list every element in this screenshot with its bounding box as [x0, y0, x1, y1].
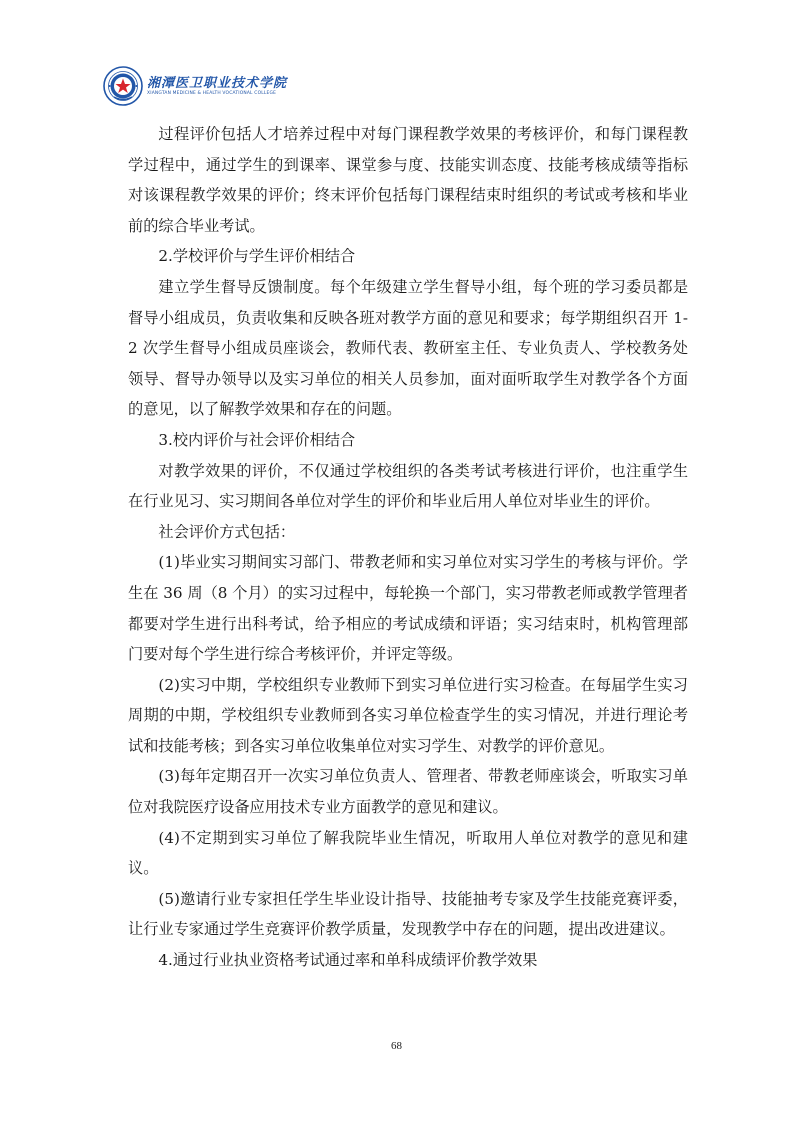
paragraph-student-supervision: 建立学生督导反馈制度。每个年级建立学生督导小组，每个班的学习委员都是督导小组成员，负责收集和反映各班对教学方面的意见和要求；每学期组织召开 1-2 次学生督导小组成员座谈会，教师代表、教研室主任、专业负责人、学校教务处领导、督导办领导以及实习单位的相关人员参加，面对面听取学生对教学各个方面的意见，以了解教学效果和存在的问题。 [128, 277, 688, 419]
paragraph-process-evaluation: 过程评价包括人才培养过程中对每门课程教学效果的考核评价，和每门课程教学过程中，通过学生的到课率、课堂参与度、技能实训态度、技能考核成绩等指标对该课程教学效果的评价；终末评价包括每门课程结束时组织的考试或考核和毕业前的综合毕业考试。 [128, 125, 688, 235]
college-logo-text [147, 76, 287, 97]
document-body [128, 119, 688, 976]
list-item-1: (1)毕业实习期间实习部门、带教老师和实习单位对实习学生的考核与评价。学生在 36 周（8 个月）的实习过程中，每轮换一个部门，实习带教老师或教学管理者都要对学生进行出科考试，给予相应的考试成绩和评语；实习结束时，机构管理部门要对每个学生进行综合考核评价，并评定等级。 [128, 553, 688, 664]
paragraph-teaching-effect-evaluation: 对教学效果的评价，不仅通过学校组织的各类考试考核进行评价，也注重学生在行业见习、实习期间各单位对学生的评价和毕业后用人单位对毕业生的评价。 [128, 461, 688, 511]
list-item-4: (4)不定期到实习单位了解我院毕业生情况，听取用人单位对教学的意见和建议。 [128, 828, 688, 878]
list-item-5: (5)邀请行业专家担任学生毕业设计指导、技能抽考专家及学生技能竞赛评委，让行业专家通过学生竞赛评价教学质量，发现教学中存在的问题，提出改进建议。 [128, 889, 688, 939]
list-item-2: (2)实习中期，学校组织专业教师下到实习单位进行实习检查。在每届学生实习周期的中期，学校组织专业教师到各实习单位检查学生的实习情况，并进行理论考试和技能考核；到各实习单位收集单位对实习学生、对教学的评价意见。 [128, 675, 688, 755]
heading-school-student-evaluation: 2.学校评价与学生评价相结合 [158, 247, 356, 266]
heading-certification-exam-evaluation: 4.通过行业执业资格考试通过率和单科成绩评价教学效果 [158, 951, 538, 970]
college-name-english: XIANGTAN MEDICINE & HEALTH VOCATIONAL COLLEGE [147, 90, 277, 96]
paragraph-social-evaluation-methods: 社会评价方式包括： [158, 522, 296, 541]
list-item-3: (3)每年定期召开一次实习单位负责人、管理者、带教老师座谈会，听取实习单位对我院医疗设备应用技术专业方面教学的意见和建议。 [128, 767, 688, 817]
page-header [103, 64, 287, 108]
page-number: 68 [391, 1040, 402, 1052]
college-name: 湘潭医卫职业技术学院 [147, 75, 288, 91]
college-seal-icon [103, 66, 143, 106]
heading-internal-social-evaluation: 3.校内评价与社会评价相结合 [158, 430, 356, 449]
